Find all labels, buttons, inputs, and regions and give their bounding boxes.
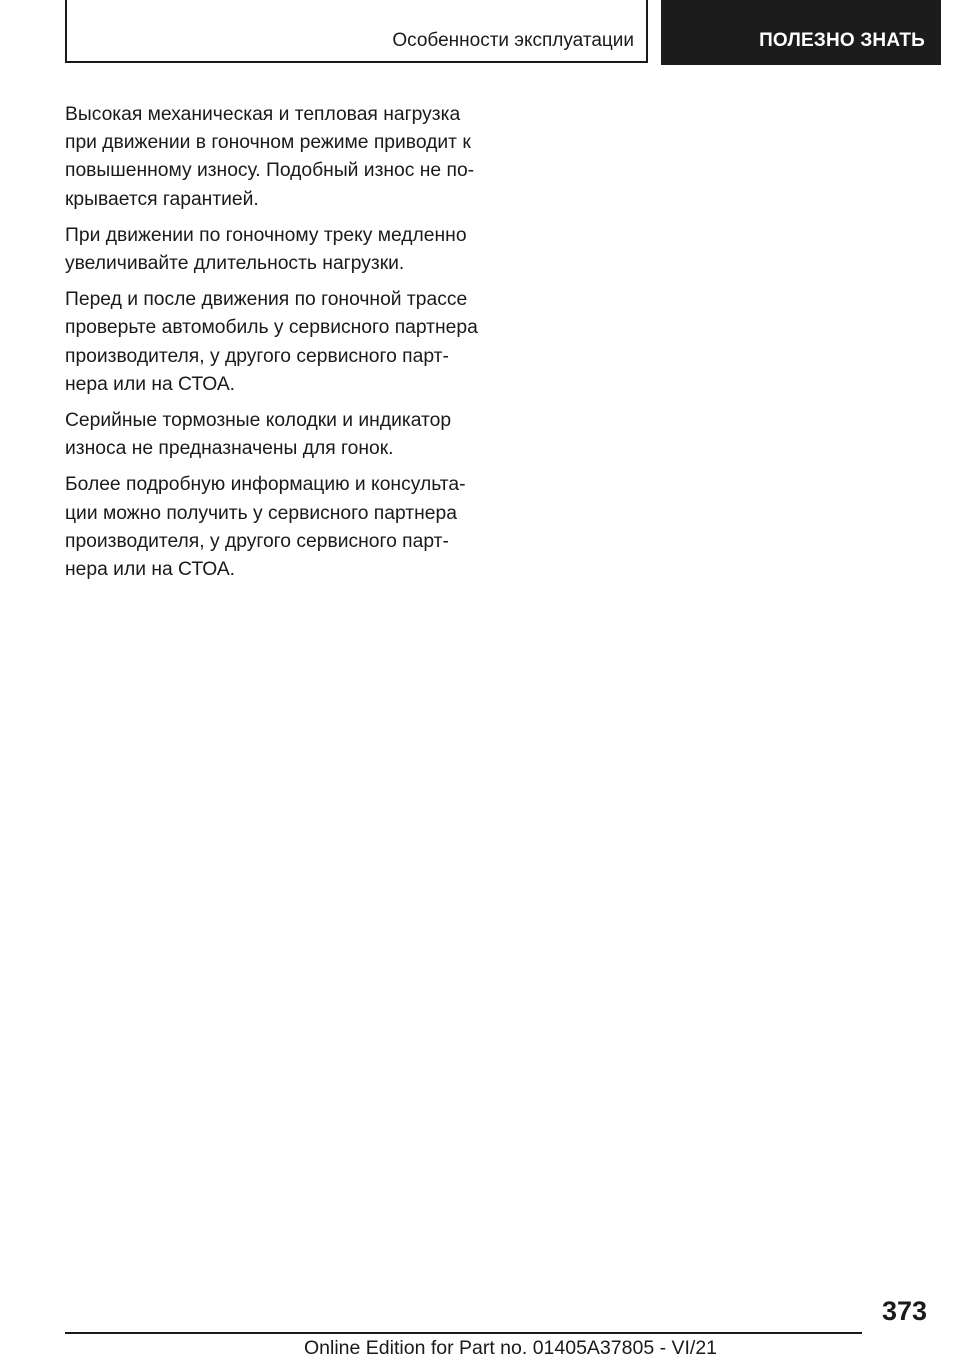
body-text [65,101,485,592]
header-chapter-tab [661,0,941,65]
paragraph-more-info: Более подробную информацию и консульта-ции можно получить у сервисного партнера производителя, у другого сервисного парт-нера или на СТОА. [65,474,466,581]
footer-edition-text: Online Edition for Part no. 01405A37805 - VI/21 [304,1337,718,1359]
paragraph-wear-warning: Высокая механическая и тепловая нагрузка при движении в гоночном режиме приводит к повышенному износу. Подобный износ не по-крывается гарантией. [65,104,475,210]
paragraph-load-duration: При движении по гоночному треку медленно увеличивайте длительность нагрузки. [65,224,467,275]
footer-divider [65,1332,862,1334]
chapter-title: ПОЛЕЗНО ЗНАТЬ [759,30,925,51]
section-title: Особенности эксплуатации [392,30,634,51]
header-section-box [65,0,648,63]
paragraph-brake-pads: Серийные тормозные колодки и индикатор износа не предназначены для гонок. [65,410,452,460]
paragraph-inspection: Перед и после движения по гоночной трассе проверьте автомобиль у сервисного партнера производителя, у другого сервисного парт-нера или на СТОА. [65,289,478,395]
page-number: 373 [881,1296,927,1326]
